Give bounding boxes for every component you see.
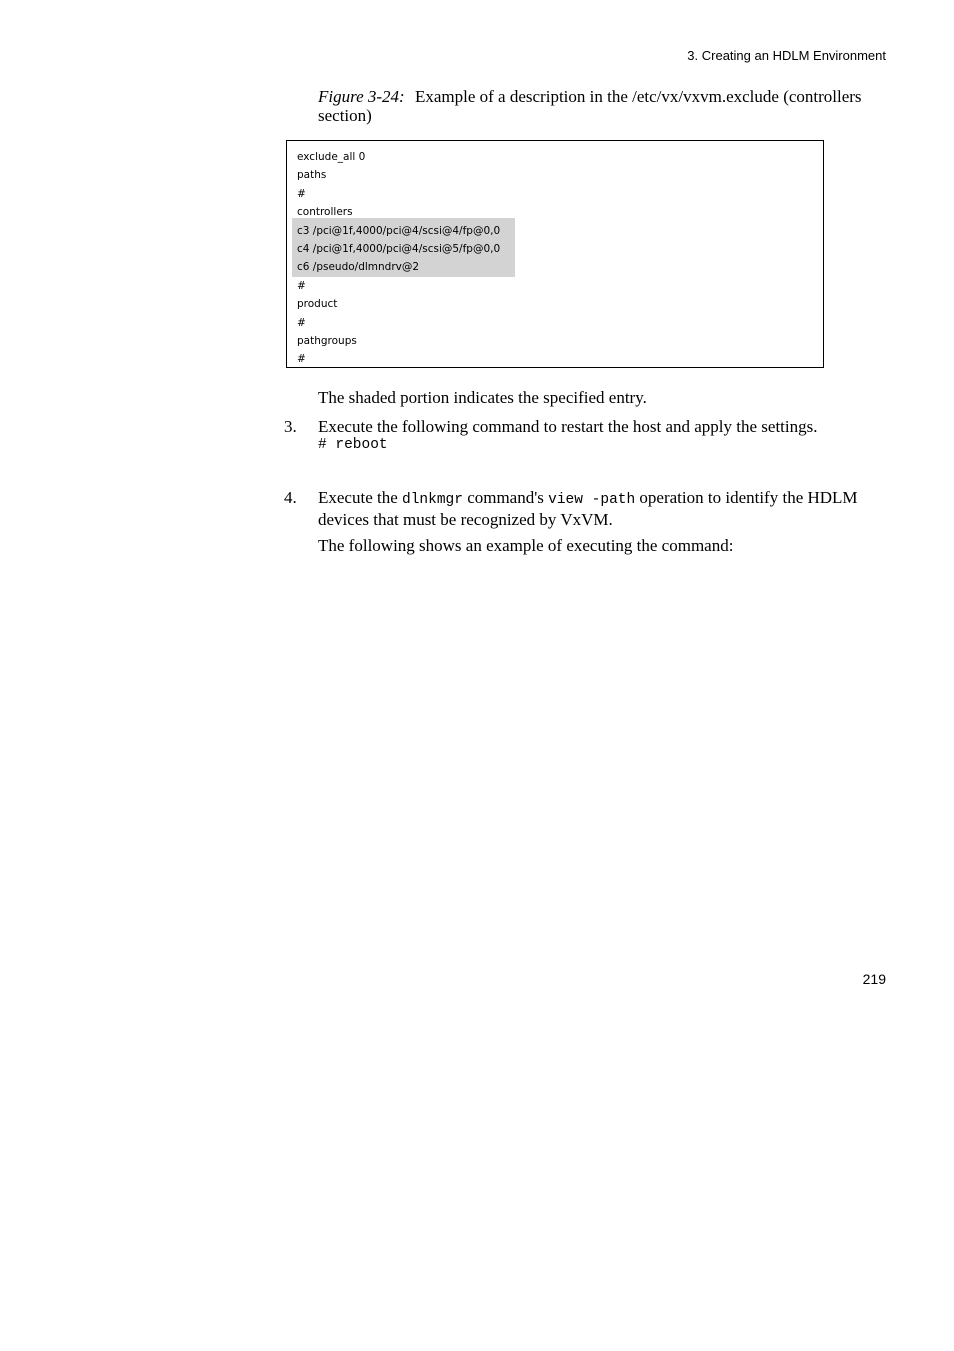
figure-box bbox=[286, 140, 824, 368]
step-text: command's bbox=[462, 488, 549, 507]
config-line: controllers bbox=[297, 206, 353, 219]
config-line: # bbox=[297, 187, 306, 200]
figure-caption-text: Example of a description in the /etc/vx/vxvm.exclude (controllers section) bbox=[318, 87, 862, 125]
step-body bbox=[318, 417, 888, 455]
step-text: Execute the bbox=[318, 488, 403, 507]
step-text: Execute the following command to restart the host and apply the settings. bbox=[318, 417, 818, 436]
config-line: # bbox=[297, 353, 306, 366]
config-line-shaded: c4 /pci@1f,4000/pci@4/scsi@5/fp@0,0 bbox=[297, 243, 501, 256]
config-file-listing bbox=[297, 148, 500, 369]
command-line: # reboot bbox=[318, 437, 388, 453]
shaded-note: The shaded portion indicates the specified entry. bbox=[318, 388, 647, 407]
config-line: paths bbox=[297, 169, 327, 182]
config-line: exclude_all 0 bbox=[297, 151, 366, 163]
step-number: 4. bbox=[284, 488, 297, 507]
config-line: # bbox=[297, 316, 306, 329]
inline-code: dlnkmgr bbox=[402, 492, 463, 508]
step-number: 3. bbox=[284, 417, 297, 436]
running-header: 3. Creating an HDLM Environment bbox=[687, 48, 886, 63]
inline-code: view -path bbox=[548, 492, 636, 508]
step-body bbox=[318, 488, 888, 529]
step-text: operation to identify the HDLM devices that must be recognized by VxVM. bbox=[318, 488, 858, 529]
config-line: product bbox=[297, 298, 338, 311]
figure-label: Figure 3-24: bbox=[318, 87, 405, 106]
config-line-shaded: c6 /pseudo/dlmndrv@2 bbox=[297, 261, 420, 274]
config-line: pathgroups bbox=[297, 335, 357, 348]
example-intro: The following shows an example of executing the command: bbox=[318, 536, 734, 555]
page-number: 219 bbox=[862, 971, 886, 987]
figure-caption bbox=[318, 87, 888, 125]
config-line-shaded: c3 /pci@1f,4000/pci@4/scsi@4/fp@0,0 bbox=[297, 224, 501, 237]
config-line: # bbox=[297, 279, 306, 292]
